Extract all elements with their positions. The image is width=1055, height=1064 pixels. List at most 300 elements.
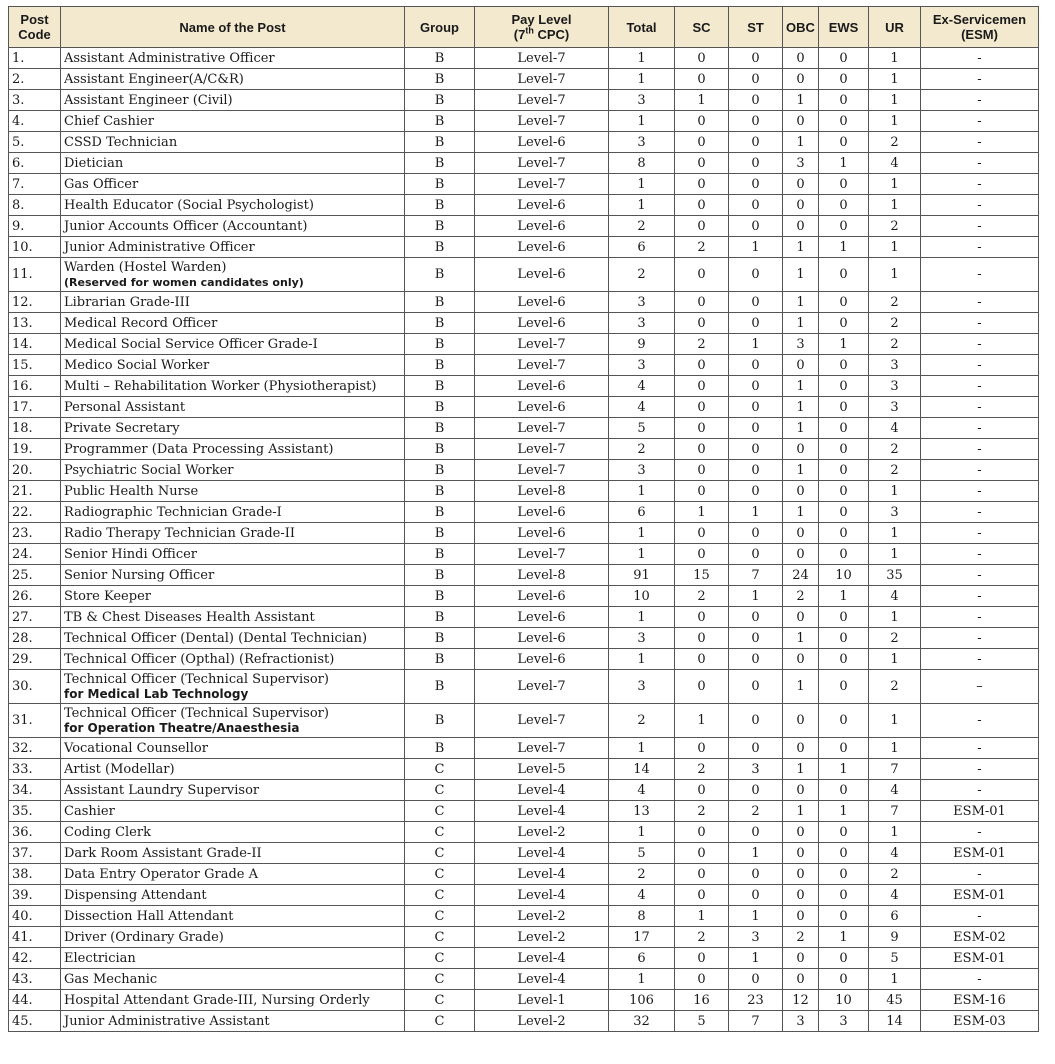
group-cell: C — [405, 822, 475, 843]
group-cell: B — [405, 313, 475, 334]
table-row — [9, 565, 1039, 586]
ews-cell: 0 — [819, 544, 869, 565]
ews-cell: 1 — [819, 334, 869, 355]
ur-cell: 2 — [869, 313, 921, 334]
total-cell: 3 — [609, 628, 675, 649]
esm-cell: ESM-16 — [921, 990, 1039, 1011]
obc-cell: 0 — [783, 216, 819, 237]
esm-cell: - — [921, 864, 1039, 885]
post-name-cell — [61, 822, 405, 843]
post-name: Private Secretary — [64, 420, 180, 436]
post-code-cell: 1. — [9, 48, 61, 69]
esm-cell: - — [921, 628, 1039, 649]
level-cell: Level-6 — [475, 237, 609, 258]
post-code-cell: 19. — [9, 439, 61, 460]
ur-cell: 2 — [869, 670, 921, 704]
obc-cell: 0 — [783, 195, 819, 216]
ur-cell: 1 — [869, 174, 921, 195]
post-name-note: for Medical Lab Technology — [64, 686, 249, 701]
post-name: Public Health Nurse — [64, 483, 199, 499]
total-cell: 91 — [609, 565, 675, 586]
group-cell: B — [405, 397, 475, 418]
ur-cell: 4 — [869, 418, 921, 439]
post-name-cell — [61, 355, 405, 376]
esm-cell: - — [921, 355, 1039, 376]
post-name-cell — [61, 313, 405, 334]
table-row — [9, 759, 1039, 780]
ews-cell: 0 — [819, 111, 869, 132]
post-code-cell: 10. — [9, 237, 61, 258]
post-name: Assistant Engineer (Civil) — [64, 92, 233, 108]
table-row — [9, 334, 1039, 355]
obc-cell: 1 — [783, 628, 819, 649]
esm-cell: - — [921, 822, 1039, 843]
esm-cell: - — [921, 649, 1039, 670]
level-cell: Level-2 — [475, 927, 609, 948]
sc-cell: 1 — [675, 90, 729, 111]
table-row — [9, 460, 1039, 481]
sc-cell: 0 — [675, 607, 729, 628]
post-name: CSSD Technician — [64, 134, 178, 150]
group-cell: B — [405, 195, 475, 216]
col-total: Total — [609, 7, 675, 48]
table-row — [9, 313, 1039, 334]
sc-cell: 0 — [675, 649, 729, 670]
level-cell: Level-7 — [475, 355, 609, 376]
post-code-cell: 29. — [9, 649, 61, 670]
group-cell: C — [405, 927, 475, 948]
post-name-cell — [61, 544, 405, 565]
ews-cell: 0 — [819, 418, 869, 439]
table-row — [9, 544, 1039, 565]
post-name-cell — [61, 927, 405, 948]
ur-cell: 1 — [869, 822, 921, 843]
st-cell: 0 — [729, 48, 783, 69]
level-cell: Level-8 — [475, 565, 609, 586]
ews-cell: 1 — [819, 586, 869, 607]
ur-cell: 1 — [869, 544, 921, 565]
post-code-cell: 28. — [9, 628, 61, 649]
st-cell: 0 — [729, 111, 783, 132]
post-name-cell — [61, 801, 405, 822]
level-cell: Level-4 — [475, 864, 609, 885]
esm-cell: - — [921, 418, 1039, 439]
st-cell: 0 — [729, 780, 783, 801]
post-name-cell — [61, 969, 405, 990]
obc-cell: 0 — [783, 111, 819, 132]
group-cell: B — [405, 355, 475, 376]
esm-cell: - — [921, 258, 1039, 292]
total-cell: 1 — [609, 738, 675, 759]
obc-cell: 0 — [783, 885, 819, 906]
sc-cell: 2 — [675, 927, 729, 948]
post-name-cell — [61, 418, 405, 439]
st-cell: 0 — [729, 704, 783, 738]
ews-cell: 0 — [819, 649, 869, 670]
post-name: Chief Cashier — [64, 113, 154, 129]
post-code-cell: 12. — [9, 292, 61, 313]
post-code-cell: 3. — [9, 90, 61, 111]
esm-cell: - — [921, 704, 1039, 738]
col-st: ST — [729, 7, 783, 48]
post-code-cell: 26. — [9, 586, 61, 607]
obc-cell: 1 — [783, 292, 819, 313]
obc-cell: 0 — [783, 607, 819, 628]
table-row — [9, 216, 1039, 237]
post-name: Electrician — [64, 950, 136, 966]
post-name-cell — [61, 90, 405, 111]
sc-cell: 0 — [675, 418, 729, 439]
obc-cell: 1 — [783, 502, 819, 523]
ur-cell: 1 — [869, 258, 921, 292]
sc-cell: 0 — [675, 48, 729, 69]
level-cell: Level-6 — [475, 376, 609, 397]
level-cell: Level-4 — [475, 969, 609, 990]
esm-cell: ESM-03 — [921, 1011, 1039, 1032]
obc-cell: 0 — [783, 649, 819, 670]
level-cell: Level-7 — [475, 670, 609, 704]
esm-cell: - — [921, 607, 1039, 628]
post-name-cell — [61, 460, 405, 481]
esm-cell: ESM-02 — [921, 927, 1039, 948]
esm-cell: - — [921, 544, 1039, 565]
table-row — [9, 990, 1039, 1011]
post-code-cell: 16. — [9, 376, 61, 397]
obc-cell: 0 — [783, 780, 819, 801]
obc-cell: 1 — [783, 376, 819, 397]
st-cell: 1 — [729, 906, 783, 927]
post-code-cell: 24. — [9, 544, 61, 565]
level-cell: Level-6 — [475, 502, 609, 523]
ur-cell: 1 — [869, 90, 921, 111]
ews-cell: 10 — [819, 990, 869, 1011]
col-ur: UR — [869, 7, 921, 48]
group-cell: B — [405, 174, 475, 195]
esm-cell: - — [921, 111, 1039, 132]
ews-cell: 0 — [819, 174, 869, 195]
post-name-cell — [61, 69, 405, 90]
post-code-cell: 15. — [9, 355, 61, 376]
ews-cell: 0 — [819, 376, 869, 397]
group-cell: C — [405, 885, 475, 906]
sc-cell: 5 — [675, 1011, 729, 1032]
st-cell: 0 — [729, 670, 783, 704]
obc-cell: 3 — [783, 1011, 819, 1032]
post-name: Medical Social Service Officer Grade-I — [64, 336, 318, 352]
st-cell: 0 — [729, 69, 783, 90]
level-cell: Level-7 — [475, 111, 609, 132]
esm-cell: - — [921, 313, 1039, 334]
post-name: Assistant Engineer(A/C&R) — [64, 71, 244, 87]
table-row — [9, 864, 1039, 885]
sc-cell: 0 — [675, 313, 729, 334]
level-cell: Level-7 — [475, 439, 609, 460]
post-name-cell — [61, 237, 405, 258]
post-name-cell — [61, 48, 405, 69]
post-code-cell: 13. — [9, 313, 61, 334]
esm-cell: - — [921, 174, 1039, 195]
ur-cell: 3 — [869, 397, 921, 418]
esm-cell: - — [921, 376, 1039, 397]
total-cell: 4 — [609, 885, 675, 906]
ur-cell: 4 — [869, 843, 921, 864]
esm-cell: - — [921, 195, 1039, 216]
esm-cell: ESM-01 — [921, 885, 1039, 906]
post-code-cell: 35. — [9, 801, 61, 822]
post-name: Technical Officer (Opthal) (Refractionist) — [64, 651, 335, 667]
total-cell: 106 — [609, 990, 675, 1011]
sc-cell: 0 — [675, 822, 729, 843]
total-cell: 13 — [609, 801, 675, 822]
ews-cell: 0 — [819, 90, 869, 111]
obc-cell: 2 — [783, 586, 819, 607]
ews-cell: 0 — [819, 48, 869, 69]
obc-cell: 0 — [783, 48, 819, 69]
ews-cell: 0 — [819, 969, 869, 990]
ur-cell: 3 — [869, 376, 921, 397]
post-name-cell — [61, 174, 405, 195]
level-cell: Level-7 — [475, 48, 609, 69]
group-cell: C — [405, 990, 475, 1011]
post-name: Psychiatric Social Worker — [64, 462, 234, 478]
sc-cell: 0 — [675, 948, 729, 969]
obc-cell: 24 — [783, 565, 819, 586]
obc-cell: 0 — [783, 523, 819, 544]
ews-cell: 0 — [819, 780, 869, 801]
post-code-cell: 11. — [9, 258, 61, 292]
esm-cell: - — [921, 48, 1039, 69]
post-name: Radio Therapy Technician Grade-II — [64, 525, 296, 541]
total-cell: 4 — [609, 376, 675, 397]
group-cell: B — [405, 704, 475, 738]
post-name-cell — [61, 738, 405, 759]
total-cell: 1 — [609, 607, 675, 628]
group-cell: B — [405, 69, 475, 90]
sc-cell: 2 — [675, 334, 729, 355]
ews-cell: 1 — [819, 759, 869, 780]
col-ews: EWS — [819, 7, 869, 48]
table-row — [9, 502, 1039, 523]
post-name-cell — [61, 111, 405, 132]
post-name-cell — [61, 439, 405, 460]
st-cell: 0 — [729, 439, 783, 460]
sc-cell: 2 — [675, 801, 729, 822]
ur-cell: 1 — [869, 237, 921, 258]
st-cell: 0 — [729, 481, 783, 502]
ews-cell: 0 — [819, 822, 869, 843]
post-code-cell: 40. — [9, 906, 61, 927]
ews-cell: 0 — [819, 132, 869, 153]
post-name-cell — [61, 334, 405, 355]
ur-cell: 1 — [869, 607, 921, 628]
post-name: Programmer (Data Processing Assistant) — [64, 441, 334, 457]
level-cell: Level-6 — [475, 195, 609, 216]
level-cell: Level-8 — [475, 481, 609, 502]
post-name: Technical Officer (Technical Supervisor) — [64, 671, 329, 687]
table-row — [9, 48, 1039, 69]
total-cell: 4 — [609, 397, 675, 418]
ur-cell: 14 — [869, 1011, 921, 1032]
post-name-cell — [61, 216, 405, 237]
st-cell: 0 — [729, 864, 783, 885]
level-cell: Level-6 — [475, 258, 609, 292]
table-row — [9, 801, 1039, 822]
table-row — [9, 1011, 1039, 1032]
col-obc: OBC — [783, 7, 819, 48]
post-name-note: for Operation Theatre/Anaesthesia — [64, 720, 300, 735]
post-name: Technical Officer (Dental) (Dental Technician) — [64, 630, 368, 646]
post-name-cell — [61, 704, 405, 738]
table-row — [9, 927, 1039, 948]
post-name: Junior Accounts Officer (Accountant) — [64, 218, 308, 234]
ur-cell: 2 — [869, 334, 921, 355]
table-row — [9, 586, 1039, 607]
col-post-code: Post Code — [9, 7, 61, 48]
group-cell: B — [405, 376, 475, 397]
group-cell: B — [405, 90, 475, 111]
total-cell: 1 — [609, 649, 675, 670]
esm-cell: - — [921, 439, 1039, 460]
post-code-cell: 5. — [9, 132, 61, 153]
table-row — [9, 822, 1039, 843]
total-cell: 5 — [609, 843, 675, 864]
ews-cell: 0 — [819, 481, 869, 502]
table-row — [9, 258, 1039, 292]
post-code-cell: 31. — [9, 704, 61, 738]
post-name: Senior Hindi Officer — [64, 546, 198, 562]
total-cell: 1 — [609, 111, 675, 132]
st-cell: 0 — [729, 195, 783, 216]
post-name-cell — [61, 586, 405, 607]
post-code-cell: 41. — [9, 927, 61, 948]
post-code-cell: 23. — [9, 523, 61, 544]
ews-cell: 0 — [819, 738, 869, 759]
group-cell: B — [405, 334, 475, 355]
ews-cell: 0 — [819, 69, 869, 90]
ews-cell: 1 — [819, 237, 869, 258]
post-name-cell — [61, 376, 405, 397]
sc-cell: 0 — [675, 843, 729, 864]
st-cell: 2 — [729, 801, 783, 822]
st-cell: 1 — [729, 502, 783, 523]
post-code-cell: 42. — [9, 948, 61, 969]
group-cell: B — [405, 481, 475, 502]
table-row — [9, 418, 1039, 439]
ur-cell: 35 — [869, 565, 921, 586]
total-cell: 3 — [609, 132, 675, 153]
post-code-cell: 22. — [9, 502, 61, 523]
post-name-cell — [61, 132, 405, 153]
sc-cell: 0 — [675, 969, 729, 990]
sc-cell: 2 — [675, 586, 729, 607]
col-esm: Ex-Servicemen (ESM) — [921, 7, 1039, 48]
obc-cell: 0 — [783, 906, 819, 927]
sc-cell: 0 — [675, 153, 729, 174]
post-code-cell: 17. — [9, 397, 61, 418]
sc-cell: 0 — [675, 216, 729, 237]
esm-cell: - — [921, 738, 1039, 759]
obc-cell: 0 — [783, 738, 819, 759]
post-code-cell: 18. — [9, 418, 61, 439]
sc-cell: 0 — [675, 885, 729, 906]
table-row — [9, 780, 1039, 801]
ews-cell: 0 — [819, 885, 869, 906]
sc-cell: 0 — [675, 195, 729, 216]
post-name: Store Keeper — [64, 588, 151, 604]
level-cell: Level-6 — [475, 292, 609, 313]
group-cell: B — [405, 649, 475, 670]
group-cell: B — [405, 153, 475, 174]
group-cell: B — [405, 111, 475, 132]
ur-cell: 2 — [869, 864, 921, 885]
group-cell: B — [405, 565, 475, 586]
sc-cell: 0 — [675, 780, 729, 801]
total-cell: 5 — [609, 418, 675, 439]
ews-cell: 0 — [819, 670, 869, 704]
post-name-cell — [61, 864, 405, 885]
ur-cell: 4 — [869, 780, 921, 801]
post-name-cell — [61, 1011, 405, 1032]
st-cell: 0 — [729, 132, 783, 153]
level-cell: Level-6 — [475, 523, 609, 544]
st-cell: 0 — [729, 738, 783, 759]
post-code-cell: 7. — [9, 174, 61, 195]
table-row — [9, 738, 1039, 759]
post-code-cell: 2. — [9, 69, 61, 90]
st-cell: 1 — [729, 948, 783, 969]
ews-cell: 0 — [819, 195, 869, 216]
table-row — [9, 969, 1039, 990]
sc-cell: 0 — [675, 355, 729, 376]
esm-cell: - — [921, 759, 1039, 780]
level-cell: Level-4 — [475, 843, 609, 864]
level-cell: Level-6 — [475, 649, 609, 670]
sc-cell: 0 — [675, 670, 729, 704]
sc-cell: 0 — [675, 523, 729, 544]
ur-cell: 1 — [869, 111, 921, 132]
ews-cell: 0 — [819, 704, 869, 738]
ews-cell: 0 — [819, 258, 869, 292]
ur-cell: 2 — [869, 439, 921, 460]
total-cell: 2 — [609, 704, 675, 738]
ews-cell: 0 — [819, 460, 869, 481]
sc-cell: 2 — [675, 237, 729, 258]
ews-cell: 0 — [819, 628, 869, 649]
total-cell: 3 — [609, 670, 675, 704]
table-row — [9, 628, 1039, 649]
ur-cell: 1 — [869, 69, 921, 90]
table-row — [9, 843, 1039, 864]
total-cell: 3 — [609, 90, 675, 111]
level-cell: Level-7 — [475, 544, 609, 565]
post-name-cell — [61, 481, 405, 502]
group-cell: B — [405, 738, 475, 759]
st-cell: 0 — [729, 628, 783, 649]
sc-cell: 0 — [675, 397, 729, 418]
post-name-cell — [61, 885, 405, 906]
post-name-cell — [61, 153, 405, 174]
ews-cell: 0 — [819, 292, 869, 313]
post-name-cell — [61, 607, 405, 628]
st-cell: 0 — [729, 523, 783, 544]
sc-cell: 0 — [675, 292, 729, 313]
esm-cell: - — [921, 90, 1039, 111]
st-cell: 0 — [729, 969, 783, 990]
st-cell: 0 — [729, 258, 783, 292]
group-cell: C — [405, 801, 475, 822]
table-row — [9, 885, 1039, 906]
post-name: Radiographic Technician Grade-I — [64, 504, 282, 520]
